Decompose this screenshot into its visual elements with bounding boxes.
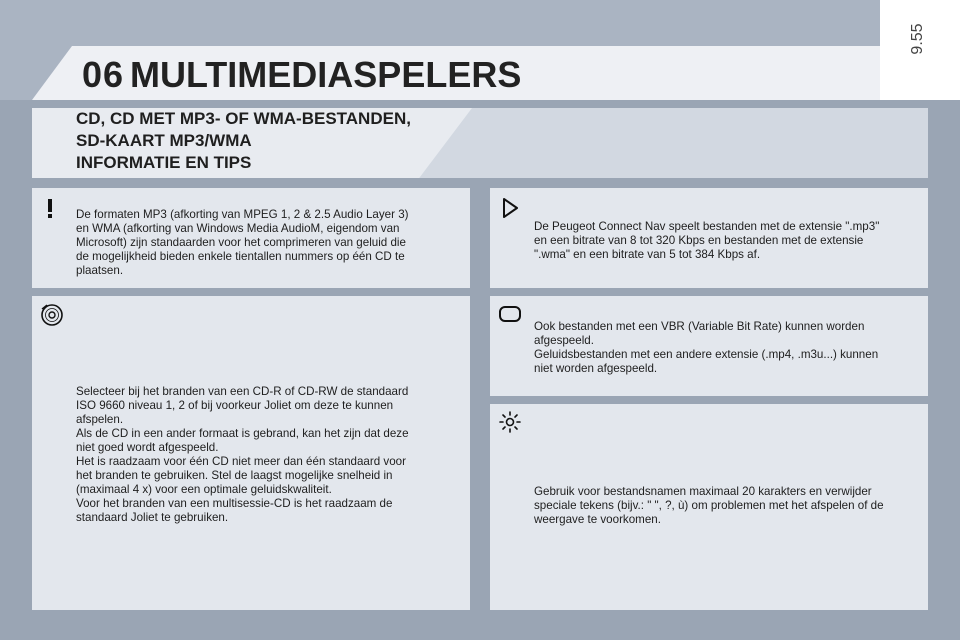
page-number: 9.55 bbox=[909, 23, 926, 55]
section-title-line-2: SD-KAART MP3/WMA bbox=[76, 131, 252, 150]
section-title-line-3: INFORMATIE EN TIPS bbox=[76, 153, 252, 172]
tip-text: Gebruik voor bestandsnamen maximaal 20 karakters en verwijder speciale tekens (bijv.: " ", ?, ù) om problemen met het afspelen of de weergave te voorkomen. bbox=[534, 485, 884, 526]
chapter-title: MULTIMEDIASPELERS bbox=[130, 54, 522, 95]
cd-text: Selecteer bij het branden van een CD-R of CD-RW de standaard ISO 9660 niveau 1, 2 of bij voorkeur Joliet om deze te kunnen afspelen. Als de CD in een ander formaat is gebrand, kan het zijn dat deze niet goed wordt afgespeeld. Het is raadzaam voor één CD niet meer dan één standaard voor het branden te gebruiken. Stel de laagst mogelijke snelheid in (maximaal 4 x) voor een optimale geluidskwaliteit. Voor het branden van een multisessie-CD is het raadzaam de standaard Joliet te gebruiken. bbox=[76, 385, 409, 524]
section-title bbox=[76, 108, 496, 174]
chapter-number: 06 bbox=[82, 54, 125, 95]
rounded-rect-icon bbox=[498, 302, 522, 326]
cd-icon bbox=[40, 303, 64, 327]
play-text: De Peugeot Connect Nav speelt bestanden met de extensie ".mp3" en een bitrate van 8 tot 320 Kbps en bestanden met de extensie ".wma" en een bitrate van 5 tot 384 Kbps af. bbox=[534, 220, 880, 261]
lightbulb-icon bbox=[498, 410, 522, 434]
section-title-line-1: CD, CD MET MP3- OF WMA-BESTANDEN, bbox=[76, 109, 411, 128]
warning-text: De formaten MP3 (afkorting van MPEG 1, 2 & 2.5 Audio Layer 3) en WMA (afkorting van Windows Media AudioM, eigendom van Microsoft) zijn standaarden voor het comprimeren van geluid die de mogelijkheid bieden enkele tientallen nummers op één CD te plaatsen. bbox=[76, 208, 409, 277]
exclamation-icon bbox=[38, 196, 62, 220]
info-text: Ook bestanden met een VBR (Variable Bit Rate) kunnen worden afgespeeld. Geluidsbestanden met een andere extensie (.mp4, .m3u...) kunnen niet worden afgespeeld. bbox=[534, 320, 879, 375]
play-icon bbox=[498, 196, 522, 220]
